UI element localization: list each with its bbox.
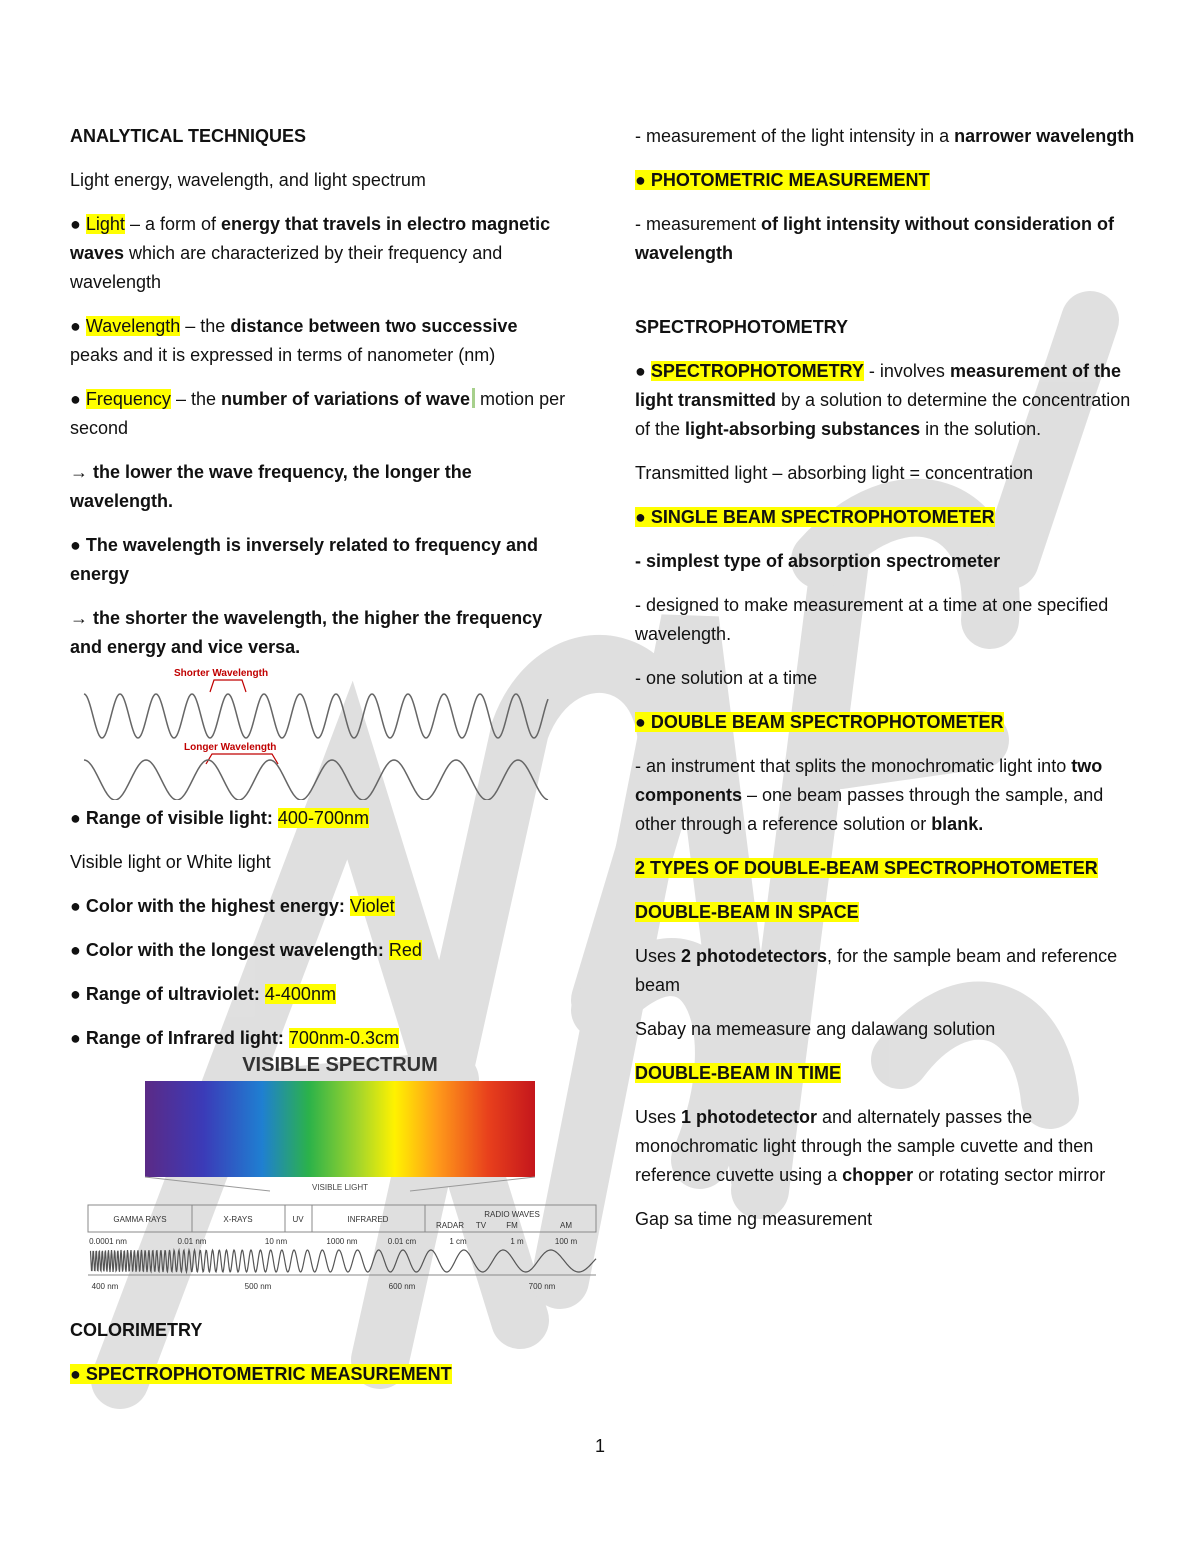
visible-or-white: Visible light or White light [70,852,271,872]
band-xray: X-RAYS [223,1215,253,1224]
visible-light-label: VISIBLE LIGHT [311,1183,369,1192]
arrow-icon: → [70,608,88,628]
short-wave [84,694,548,738]
bullet: ● [70,316,81,336]
band-uv: UV [292,1215,304,1224]
sabay-note: Sabay na memeasure ang dalawang solution [635,1019,996,1039]
in-space-item: DOUBLE-BEAM IN SPACE [635,902,859,922]
bullet: ● [70,535,81,555]
spectro-measurement-item: ● SPECTROPHOTOMETRIC MEASUREMENT [70,1364,452,1384]
wavelength-diagram [78,660,558,800]
term-frequency: Frequency [85,389,171,409]
scale-tick: 1000 nm [326,1237,358,1246]
single-beam-item: ● SINGLE BEAM SPECTROPHOTOMETER [635,507,995,527]
double-beam-desc: - an instrument that splits the monochromatic light into two components – one beam passes through the sample, and other through a reference solution or blank. [635,756,1104,834]
bullet: ● [70,940,81,960]
shorter-wavelength-label: Shorter Wavelength [174,668,269,679]
in-space-desc: Uses 2 photodetectors, for the sample beam and reference beam [635,946,1118,995]
uv-range: ● Range of ultraviolet: 4-400nm [70,984,336,1004]
visible-spectrum-figure [80,1051,600,1296]
scale-tick: 100 m [554,1237,578,1246]
longest-wavelength: ● Color with the longest wavelength: Red [70,940,422,960]
photometric-item: ● PHOTOMETRIC MEASUREMENT [635,170,930,190]
gap-note: Gap sa time ng measurement [635,1209,873,1229]
arrow-note-wavelength: → the shorter the wavelength, the higher the frequency and energy and vice versa. [70,608,543,657]
term-wavelength: Wavelength [85,316,181,336]
radio-fm: FM [506,1221,518,1230]
page-title: ANALYTICAL TECHNIQUES [70,126,307,146]
bullet: ● [70,214,81,234]
definition-wavelength: ● Wavelength – the distance between two successive peaks and it is expressed in terms of nanometer (nm) [70,316,518,365]
two-types-item: 2 TYPES OF DOUBLE-BEAM SPECTROPHOTOMETER [635,858,1098,878]
term-light: Light [85,214,125,234]
bullet: ● [70,808,81,828]
longer-wavelength-label: Longer Wavelength [184,742,277,753]
ir-range: ● Range of Infrared light: 700nm-0.3cm [70,1028,399,1048]
band-infrared: INFRARED [347,1215,389,1224]
spectrum-title: VISIBLE SPECTRUM [242,1054,438,1076]
radio-am: AM [560,1221,572,1230]
scale-tick: 0.0001 nm [89,1237,127,1246]
long-wave [84,760,548,800]
shorter-bracket [210,680,246,692]
scale-tick: 1 cm [449,1237,467,1246]
highest-energy: ● Color with the highest energy: Violet [70,896,395,916]
photometric-desc: - measurement of light intensity without consideration of wavelength [635,214,1115,263]
scale-tick: 1 m [510,1237,524,1246]
section-subtitle: Light energy, wavelength, and light spectrum [70,170,426,190]
colorimetry-heading: COLORIMETRY [70,1320,203,1340]
nm-tick: 700 nm [528,1282,556,1291]
single-beam-simplest: - simplest type of absorption spectrometer [635,551,1001,571]
spectrophotometry-definition: ● SPECTROPHOTOMETRY - involves measurement of the light transmitted by a solution to determine the concentration of the light-absorbing substances in the solution. [635,361,1131,439]
nm-tick: 400 nm [91,1282,119,1291]
em-wave [90,1250,596,1272]
band-radio: RADIO WAVES [484,1210,540,1219]
arrow-note-frequency: → the lower the wave frequency, the longer the wavelength. [70,462,472,511]
spectrophotometry-heading: SPECTROPHOTOMETRY [635,317,849,337]
transmitted-formula: Transmitted light – absorbing light = concentration [635,463,1034,483]
single-beam-one: - one solution at a time [635,668,818,688]
definition-light: ● Light – a form of energy that travels in electro magnetic waves which are characterized by their frequency and wavelength [70,214,551,292]
visible-light-range: ● Range of visible light: 400-700nm [70,808,369,828]
scale-tick: 10 nm [264,1237,288,1246]
bullet: ● [70,389,81,409]
bullet: ● [70,984,81,1004]
scale-tick: 0.01 cm [387,1237,417,1246]
bullet: ● [70,1028,81,1048]
double-beam-item: ● DOUBLE BEAM SPECTROPHOTOMETER [635,712,1004,732]
nm-tick: 600 nm [388,1282,416,1291]
inverse-relation: ● The wavelength is inversely related to frequency and energy [70,535,539,584]
arrow-icon: → [70,462,88,482]
definition-frequency: ● Frequency – the number of variations of wave motion per second [70,389,566,438]
band-gamma: GAMMA RAYS [113,1215,167,1224]
in-time-desc: Uses 1 photodetector and alternately passes the monochromatic light through the sample cuvette and then reference cuvette using a chopper or rotating sector mirror [635,1107,1106,1185]
spectrum-bar [145,1081,535,1177]
in-time-item: DOUBLE-BEAM IN TIME [635,1063,841,1083]
bullet: ● [70,896,81,916]
scale-tick: 0.01 nm [177,1237,207,1246]
radio-tv: TV [475,1221,487,1230]
page-number: 1 [594,1436,605,1456]
longer-bracket [206,754,278,764]
spectro-measurement-desc: - measurement of the light intensity in a narrower wavelength [635,126,1135,146]
nm-tick: 500 nm [244,1282,272,1291]
right-column [635,122,1135,1249]
left-column [70,122,578,1404]
single-beam-designed: - designed to make measurement at a time at one specified wavelength. [635,595,1109,644]
radio-radar: RADAR [435,1221,465,1230]
